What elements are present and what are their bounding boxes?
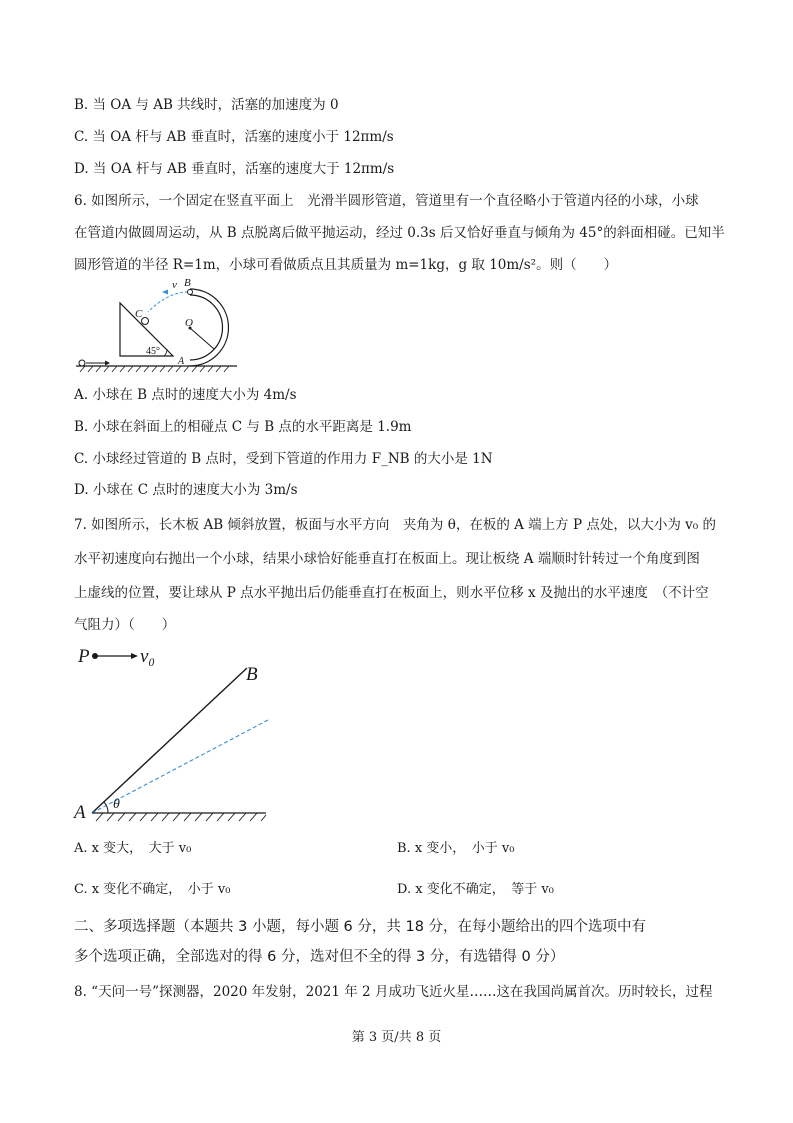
q6-angle-label: 45° — [146, 346, 160, 357]
q7-ground-hatch — [96, 813, 266, 821]
q5-option-b: B. 当 OA 与 AB 共线时，活塞的加速度为 0 — [74, 97, 339, 113]
q7-stem-line4: 气阻力）（ ） — [74, 617, 176, 633]
q6-stem-line3: 圆形管道的半径 R=1m，小球可看做质点且其质量为 m=1kg，g 取 10m/s²。则（ ） — [74, 257, 618, 273]
q7-label-v0: v₀ — [140, 646, 156, 667]
q7-stem-line3: 上虚线的位置，要让球从 P 点水平抛出后仍能垂直打在板面上，则水平位移 x 及抛出的水平速度 （不计空 — [74, 585, 709, 601]
q6-label-o: O — [185, 317, 193, 329]
q6-option-a: A. 小球在 B 点时的速度大小为 4m/s — [74, 387, 297, 403]
q7-label-a: A — [74, 802, 86, 823]
q6-label-v: v — [172, 279, 177, 291]
q6-stem-line1: 6. 如图所示，一个固定在竖直平面上 光滑半圆形管道，管道里有一个直径略小于管道内径的小球，小球 — [74, 193, 699, 209]
q7-angle-arc — [104, 802, 108, 813]
q6-pipe-inner — [190, 295, 223, 360]
q6-option-d: D. 小球在 C 点时的速度大小为 3m/s — [74, 482, 298, 498]
q6-ground-hatch — [80, 366, 229, 372]
q7-label-p: P — [78, 646, 90, 667]
q7-board-ab — [92, 668, 247, 813]
q7-option-d: D. x 变化不确定， 等于 v₀ — [397, 882, 554, 897]
q6-ball-b — [188, 290, 193, 295]
q8-stem-line1: 8. “天问一号”探测器，2020 年发射，2021 年 2 月成功飞近火星……这在我国尚属首次。历时较长，过程 — [74, 984, 713, 1000]
q6-figure — [72, 276, 242, 374]
q5-option-c: C. 当 OA 杆与 AB 垂直时，活塞的速度小于 12πm/s — [74, 129, 394, 145]
q6-label-a: A — [178, 356, 185, 367]
q6-option-b: B. 小球在斜面上的相碰点 C 与 B 点的水平距离是 1.9m — [74, 419, 412, 435]
q7-stem-line1: 7. 如图所示，长木板 AB 倾斜放置，板面与水平方向 夹角为 θ，在板的 A 端上方 P 点处，以大小为 v₀ 的 — [74, 517, 716, 533]
q7-option-b: B. x 变小， 小于 v₀ — [397, 841, 515, 856]
q6-stem-line2: 在管道内做圆周运动，从 B 点脱离后做平抛运动，经过 0.3s 后又恰好垂直与倾角为 45°的斜面相碰。已知半 — [74, 225, 725, 241]
q7-option-c: C. x 变化不确定， 小于 v₀ — [74, 882, 231, 897]
q7-stem-line2: 水平初速度向右抛出一个小球，结果小球恰好能垂直打在板面上。现让板绕 A 端顺时针转过一个角度到图 — [74, 551, 700, 567]
q6-radius — [190, 328, 214, 349]
q6-ball-c — [142, 318, 149, 325]
page-number-footer: 第 3 页/共 8 页 — [351, 1030, 442, 1045]
section2-heading-line2: 多个选项正确，全部选对的得 6 分，选对但不全的得 3 分，有选错得 0 分） — [74, 949, 565, 965]
q6-label-b: B — [184, 277, 191, 289]
section2-heading-line1: 二、多项选择题（本题共 3 小题，每小题 6 分，共 18 分，在每小题给出的四个选项中有 — [74, 919, 647, 935]
q7-label-b: B — [246, 664, 258, 685]
q7-figure — [72, 638, 272, 828]
q7-label-theta: θ — [113, 797, 120, 812]
q6-label-c: C — [135, 308, 143, 320]
q6-ground-ball — [79, 360, 85, 366]
q6-option-c: C. 小球经过管道的 B 点时，受到下管道的作用力 F_NB 的大小是 1N — [74, 451, 493, 467]
q6-trajectory — [148, 292, 188, 312]
q7-option-a: A. x 变大， 大于 v₀ — [74, 841, 192, 856]
q5-option-d: D. 当 OA 杆与 AB 垂直时，活塞的速度大于 12πm/s — [74, 161, 395, 177]
